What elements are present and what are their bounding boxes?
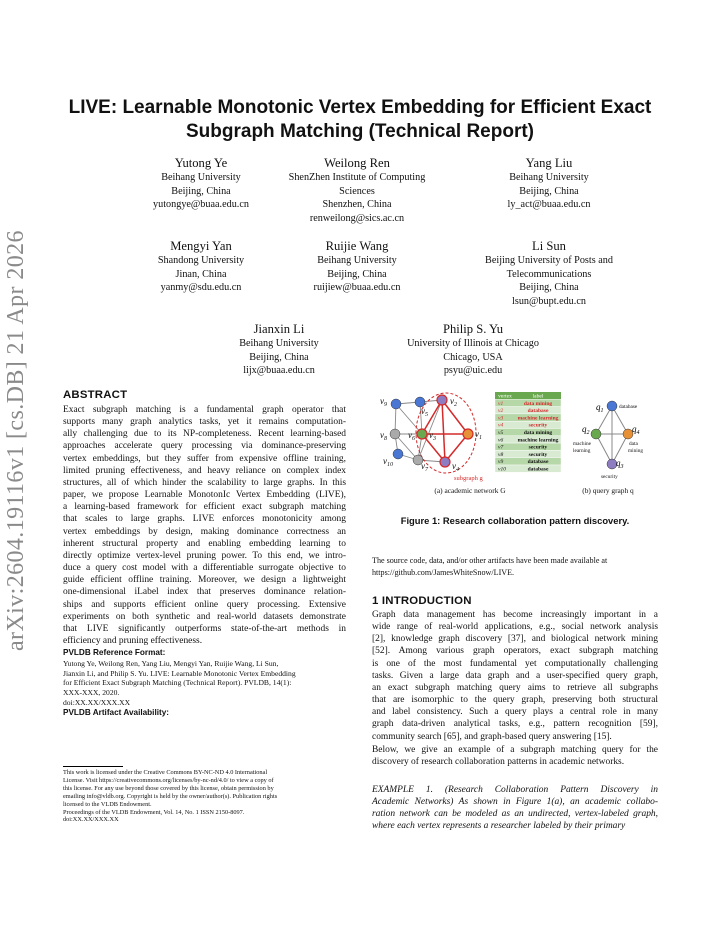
author-affiliation-line: Beihang University — [239, 338, 319, 349]
svg-text:learning: learning — [573, 448, 591, 454]
author-affiliation-line: Telecommunications — [506, 268, 592, 280]
text-line: Graph data management has become increasingly important in a — [372, 610, 658, 620]
svg-text:v3: v3 — [498, 415, 504, 422]
svg-text:v5: $v_5$ — [421, 406, 428, 418]
vertex-label-table — [495, 392, 561, 473]
text-line: wide range of real-world applications, e.g., social network analysis — [372, 622, 658, 633]
author-affiliation-line: Shandong University — [157, 255, 245, 266]
text-line: vertex embeddings by design, making dominance correctness an — [63, 526, 346, 537]
text-line: [52]. Among various graph operators, exact subgraph matching — [372, 646, 658, 657]
author-affiliation-line: Beihang University — [509, 172, 589, 183]
svg-text:v5: v5 — [498, 430, 504, 436]
svg-text:vertex: vertex — [498, 393, 512, 400]
text-line: This work is licensed under the Creative Commons BY-NC-ND 4.0 International — [63, 769, 268, 776]
author-affiliation-line: yutongye@buaa.edu.cn — [153, 199, 249, 211]
svg-text:data: data — [629, 441, 638, 447]
svg-text:v6: v6 — [498, 437, 504, 444]
reference-format-text — [63, 659, 346, 708]
text-line: The source code, data, and/or other artifacts have been made available at — [372, 556, 608, 565]
author-affiliation-line: Jinan, China — [175, 268, 227, 280]
text-line: this license. For any use beyond those covered by this license, obtain permission by — [63, 784, 274, 792]
author-affiliation-line: Sciences — [339, 185, 375, 197]
svg-text:v2: v2 — [498, 408, 504, 415]
text-line: Exact subgraph matching is a fundamental graph operator that — [63, 405, 346, 415]
author-affiliation-line: Beijing, China — [519, 185, 579, 197]
query-graph — [573, 401, 643, 480]
svg-text:q3: $q_3$ — [616, 458, 624, 470]
svg-text:data mining: data mining — [523, 400, 553, 407]
author-affiliation-line: Beijing, China — [327, 268, 387, 280]
author-3 — [454, 156, 644, 212]
text-line: Proceedings of the VLDB Endowment, Vol. 14, No. 1 ISSN 2150-8097. — [63, 808, 245, 816]
svg-text:security: security — [528, 444, 548, 451]
text-line: supports many graph analytics tasks, yet it remains computation- — [63, 417, 346, 428]
text-line: ration network can be modeled as an undirected, vertex-labeled graph, — [372, 809, 658, 820]
text-line: tasks. Given a large data graph and a user-specified query graph, — [372, 670, 658, 681]
text-line: Below, we give an example of a subgraph matching query for the — [372, 745, 658, 755]
introduction-text — [372, 609, 658, 743]
author-affiliation-line: Beihang University — [317, 255, 397, 266]
text-line: paper, we propose Learnable MonotonIc Vertex Embedding (LIVE), — [63, 490, 346, 501]
example-1 — [372, 784, 658, 833]
text-line: community search [65], and graph-based query answering [15]. — [372, 731, 612, 742]
figure-graphic — [372, 390, 658, 500]
text-line: duce a query cost model with a differentiable surrogate objective to — [63, 563, 346, 574]
text-line: vertex embeddings, but they suffer from expensive offline training, — [63, 453, 346, 464]
text-line: an exact subgraph matching query aims to retrieve all subgraphs — [372, 682, 658, 693]
author-affiliation-line: Beijing University of Posts and — [485, 255, 613, 266]
author-6 — [454, 239, 644, 308]
author-affiliation-line: lijx@buaa.edu.cn — [243, 365, 315, 377]
text-line: structures, all of which hinder the scalability to large graphs. In this — [63, 477, 346, 488]
text-line: directly optimize vertex-level pruning power. To this end, we intro- — [63, 550, 346, 561]
svg-text:database: database — [619, 404, 638, 410]
text-line: ships and supports efficient online query processing. Extensive — [63, 599, 346, 610]
author-name: Philip S. Yu — [442, 322, 504, 336]
svg-text:machine learning: machine learning — [517, 437, 559, 444]
svg-text:q2: $q_2$ — [582, 424, 590, 436]
svg-text:mining: mining — [628, 448, 644, 454]
subcaption-b: (b) query graph q — [582, 486, 634, 495]
text-line: is one of the most fundamental yet computationally challenging — [372, 658, 658, 669]
svg-text:data mining: data mining — [523, 430, 553, 436]
svg-text:security: security — [528, 422, 548, 429]
reference-format — [63, 648, 346, 718]
svg-text:v7: v7 — [498, 444, 504, 451]
title-line-1: LIVE: Learnable Monotonic Vertex Embedding for Efficient Exact — [68, 97, 652, 118]
svg-text:v1: $v_1$ — [475, 429, 482, 441]
text-line: doi:XX.XX/XXX.XX — [63, 697, 131, 707]
text-line: one-dimensional iLabel index that preserves dominance relation- — [63, 587, 346, 598]
artifact-note — [372, 555, 660, 579]
text-line: XXX-XXX, 2020. — [63, 688, 120, 698]
author-8 — [378, 322, 568, 378]
author-name: Li Sun — [532, 239, 566, 253]
author-7 — [184, 322, 374, 378]
subgraph-label: subgraph g — [454, 475, 483, 482]
text-line: [2], knowledge graph discovery [37], and biological network mining — [372, 634, 658, 645]
svg-text:label: label — [532, 393, 544, 400]
introduction-paragraph-2 — [372, 744, 658, 768]
text-line: approaches accelerate query processing via dominance-preserving — [63, 441, 346, 452]
artifact-heading: PVLDB Artifact Availability: — [63, 707, 170, 717]
text-line: and label consistency. Such a query plays a central role in many — [372, 707, 658, 718]
author-affiliation-line: Beijing, China — [249, 351, 309, 363]
svg-text:q1: $q_1$ — [596, 402, 604, 414]
svg-text:v10: $v_{10}$ — [383, 456, 393, 468]
academic-network-graph — [380, 393, 483, 482]
author-affiliation-line: Chicago, USA — [443, 351, 503, 363]
text-line: discovery of research collaboration patterns in academic networks. — [372, 757, 625, 768]
author-affiliation-line: Beijing, China — [171, 185, 231, 197]
text-line: limited pruning effectiveness, and heavy reliance on complex index — [63, 465, 346, 476]
footnote-rule — [63, 766, 123, 767]
text-line: inherent structural property and enabling embedding learning to — [63, 538, 346, 549]
text-line: Yutong Ye, Weilong Ren, Yang Liu, Mengyi Yan, Ruijie Wang, Li Sun, — [63, 659, 279, 668]
svg-text:v8: $v_8$ — [380, 430, 387, 442]
svg-text:v3: $v_3$ — [429, 430, 436, 442]
author-affiliation-line: renweilong@sics.ac.cn — [309, 212, 405, 224]
author-name: Yang Liu — [525, 156, 573, 170]
text-line: where each vertex represents a researcher labeled by their primary — [372, 821, 626, 832]
svg-text:v2: $v_2$ — [450, 396, 457, 408]
footnote-license — [63, 769, 353, 824]
figure-caption: Figure 1: Research collaboration pattern discovery. — [400, 515, 630, 526]
text-line: doi:XX.XX/XXX.XX — [63, 816, 119, 824]
title-line-2: Subgraph Matching (Technical Report) — [186, 121, 534, 142]
svg-text:q4: $q_4$ — [632, 424, 640, 436]
author-name: Yutong Ye — [174, 156, 228, 170]
svg-text:v4: v4 — [498, 422, 504, 429]
node-label-v9: $v_9$ — [380, 396, 387, 408]
text-line: Academic Networks) As shown in Figure 1(a), an academic collabo- — [372, 797, 658, 808]
text-line: experiments on both synthetic and real-world datasets demonstrate — [63, 611, 346, 622]
text-line: EXAMPLE 1. (Research Collaboration Pattern Discovery in — [372, 785, 658, 795]
svg-text:v9: v9 — [498, 459, 504, 466]
text-line: ally challenging due to its NP-completeness. Recent learning-based — [63, 429, 346, 440]
author-affiliation-line: ShenZhen Institute of Computing — [288, 172, 426, 183]
text-line: emailing info@vldb.org. Copyright is held by the owner/author(s). Publication rights — [63, 792, 278, 800]
author-name: Weilong Ren — [324, 156, 390, 170]
text-line: for Efficient Exact Subgraph Matching (Technical Report). PVLDB, 14(1): — [63, 678, 292, 688]
author-affiliation-line: ruijiew@buaa.edu.cn — [313, 282, 401, 294]
author-affiliation-line: lsun@bupt.edu.cn — [512, 295, 586, 307]
svg-text:v1: v1 — [498, 400, 504, 407]
svg-text:machine: machine — [573, 441, 591, 447]
text-line: Jianxin Li, and Philip S. Yu. LIVE: Learnable Monotonic Vertex Embedding — [63, 668, 296, 678]
text-line: a learning-based framework for efficient exact subgraph matching — [63, 502, 346, 513]
abstract-heading: ABSTRACT — [63, 389, 128, 401]
svg-text:v8: v8 — [498, 451, 504, 458]
author-5 — [262, 239, 452, 295]
subcaption-a: (a) academic network G — [434, 486, 506, 495]
author-affiliation-line: yanmy@sdu.edu.cn — [160, 282, 242, 294]
introduction-heading: 1 INTRODUCTION — [372, 595, 472, 607]
author-name: Jianxin Li — [253, 322, 305, 336]
author-affiliation-line: Shenzhen, China — [322, 199, 392, 211]
author-affiliation-line: psyu@uic.edu — [443, 365, 503, 377]
text-line: that LIVE significantly outperforms state-of-the-art methods in — [63, 623, 346, 634]
text-line: that are isomorphic to the query graph, preserving both structural — [372, 695, 658, 706]
svg-text:v7: $v_7$ — [421, 461, 428, 473]
text-line: License. Visit https://creativecommons.org/licenses/by-nc-nd/4.0/ to view a copy of — [63, 776, 274, 784]
author-affiliation-line: Beijing, China — [519, 282, 579, 294]
svg-text:security: security — [528, 451, 548, 458]
paper-title — [40, 96, 680, 144]
text-line: efficiency and pruning effectiveness. — [63, 635, 203, 646]
author-affiliation-line: University of Illinois at Chicago — [407, 338, 539, 349]
abstract-text — [63, 404, 346, 647]
svg-text:database: database — [527, 408, 549, 415]
reference-format-heading: PVLDB Reference Format: — [63, 648, 166, 657]
arxiv-identifier: arXiv:2604.19116v1 [cs.DB] 21 Apr 2026 — [3, 230, 29, 651]
author-name: Ruijie Wang — [325, 239, 389, 253]
text-line: https://github.com/JamesWhiteSnow/LIVE. — [372, 568, 515, 577]
text-line: guide efficient offline training. Moreover, we design a lightweight — [63, 575, 346, 586]
author-affiliation-line: Beihang University — [161, 172, 241, 183]
svg-text:v6: $v_6$ — [408, 430, 415, 442]
text-line: licensed to the VLDB Endowment. — [63, 800, 152, 808]
svg-text:database: database — [527, 459, 549, 466]
author-name: Mengyi Yan — [170, 239, 232, 253]
svg-text:security: security — [601, 474, 618, 480]
text-line: graph data-driven analytical tasks, e.g., pattern recognition [59], — [372, 719, 658, 730]
author-affiliation-line: ly_act@buaa.edu.cn — [507, 199, 591, 211]
figure-1 — [372, 390, 658, 500]
svg-text:machine learning: machine learning — [517, 415, 559, 422]
text-line: that scales to large graphs. LIVE enforces monotonicity among — [63, 514, 346, 525]
author-2 — [262, 156, 452, 225]
svg-text:database: database — [527, 466, 549, 473]
svg-text:v4: $v_4$ — [452, 461, 459, 473]
svg-text:v10: v10 — [498, 466, 506, 473]
